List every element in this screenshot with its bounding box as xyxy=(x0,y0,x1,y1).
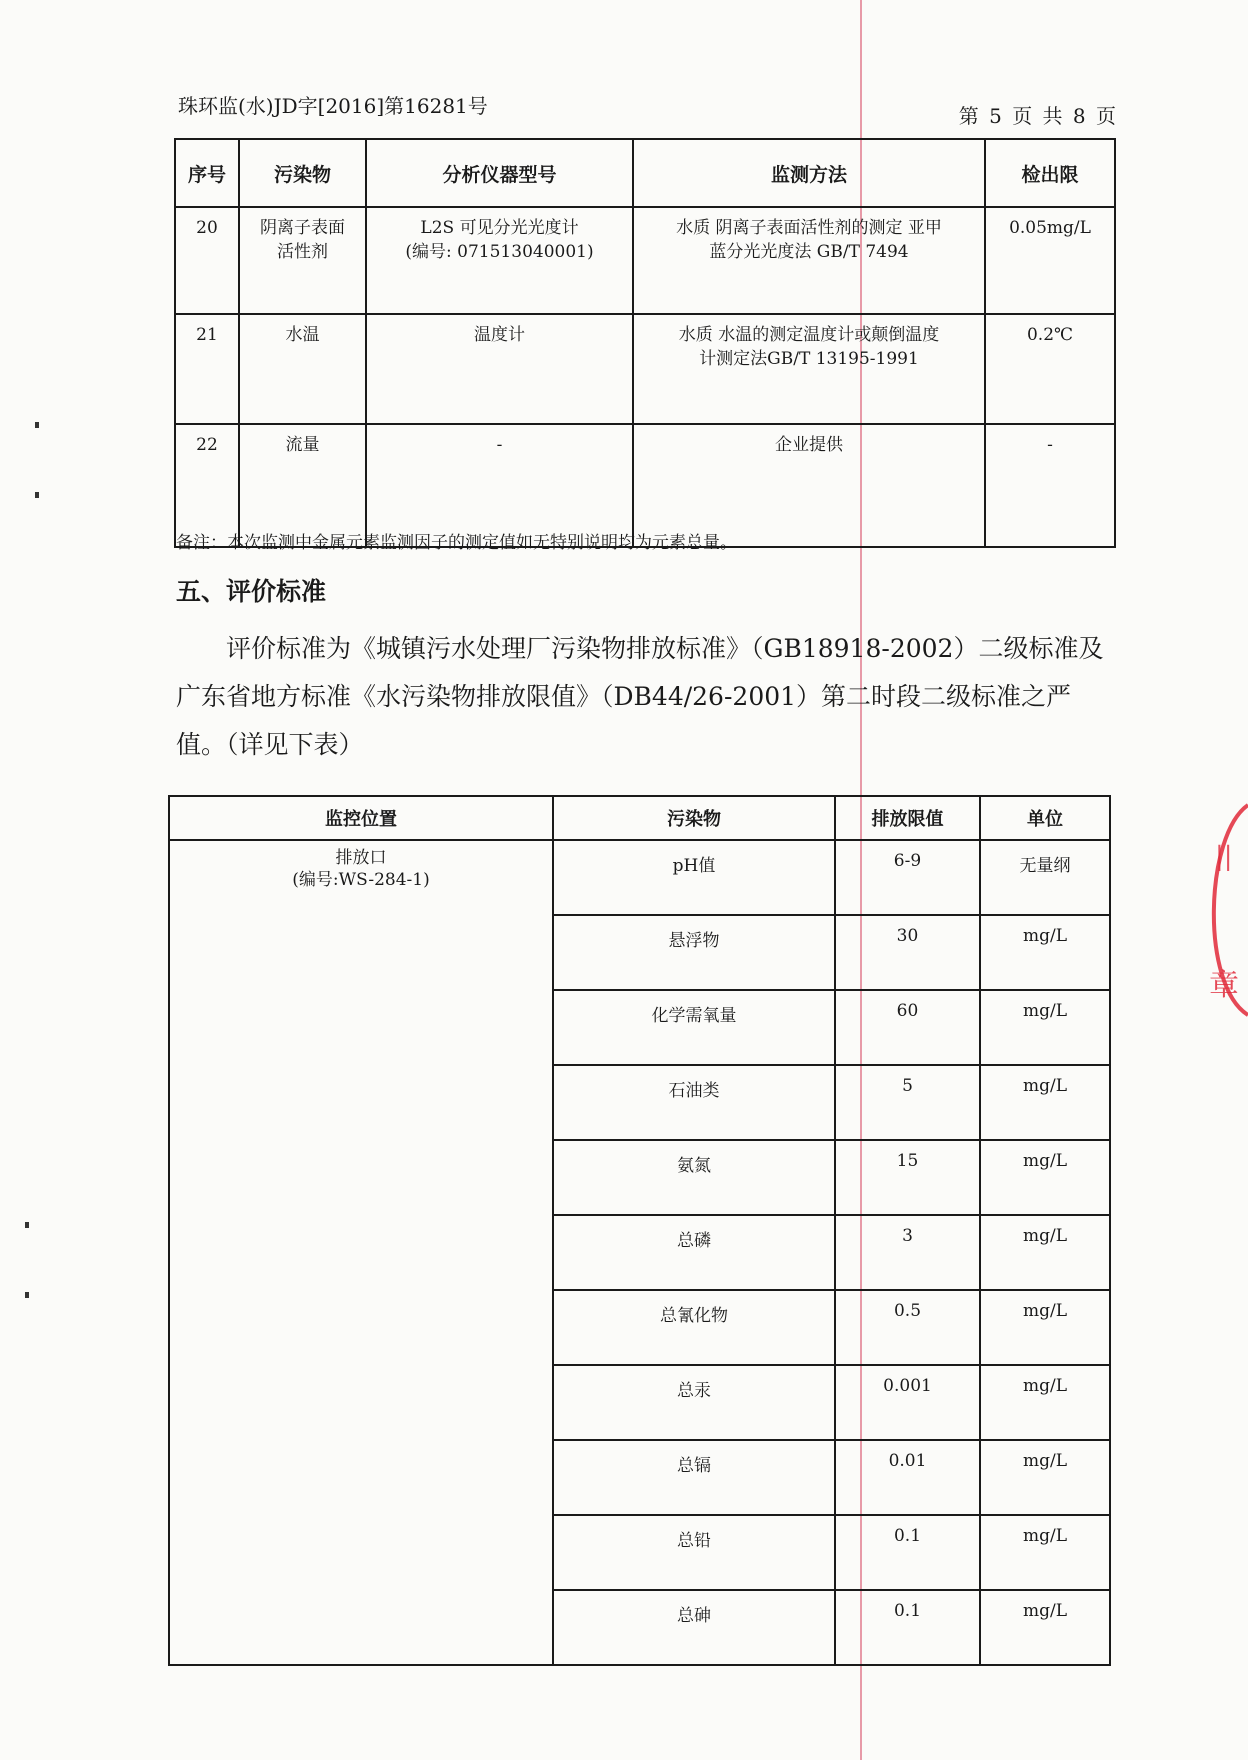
table-row xyxy=(175,207,1115,314)
table-note: 备注：本次监测中金属元素监测因子的测定值如无特别说明均为元素总量。 xyxy=(176,533,737,553)
table-header-row xyxy=(169,796,1110,840)
row-limit: 15 xyxy=(835,1140,980,1215)
location-line: (编号:WS-284-1) xyxy=(292,870,430,890)
row-pollutant: 氨氮 xyxy=(553,1140,835,1215)
scan-speck xyxy=(25,1222,29,1228)
header-unit: 单位 xyxy=(980,796,1110,840)
header-pollutant: 污染物 xyxy=(553,796,835,840)
row-no: 22 xyxy=(175,424,239,547)
header-detection-limit: 检出限 xyxy=(985,139,1115,207)
row-limit: 30 xyxy=(835,915,980,990)
stamp-character: 章 xyxy=(1209,968,1239,1003)
instrument-line: L2S 可见分光光度计 xyxy=(420,218,579,238)
method-line: 蓝分光光度法 GB/T 7494 xyxy=(709,242,909,262)
header-emission-limit: 排放限值 xyxy=(835,796,980,840)
row-limit: 60 xyxy=(835,990,980,1065)
header-pollutant: 污染物 xyxy=(239,139,366,207)
scan-speck xyxy=(35,422,39,428)
row-limit: 0.1 xyxy=(835,1590,980,1665)
row-unit: mg/L xyxy=(980,1140,1110,1215)
evaluation-standard-table xyxy=(168,795,1111,1666)
monitoring-location xyxy=(169,840,553,1665)
row-pollutant: 总磷 xyxy=(553,1215,835,1290)
svg-text:||: || xyxy=(1215,842,1233,872)
row-no: 21 xyxy=(175,314,239,424)
row-pollutant: 总砷 xyxy=(553,1590,835,1665)
document-reference-number: 珠环监(水)JD字[2016]第16281号 xyxy=(178,94,488,118)
row-pollutant xyxy=(239,207,366,314)
monitoring-method-table xyxy=(174,138,1116,548)
row-limit: 0.1 xyxy=(835,1515,980,1590)
row-limit: 0.01 xyxy=(835,1440,980,1515)
row-pollutant: 石油类 xyxy=(553,1065,835,1140)
row-method xyxy=(633,314,985,424)
row-instrument: 温度计 xyxy=(366,314,633,424)
row-detection-limit: 0.2℃ xyxy=(985,314,1115,424)
red-seal-stamp xyxy=(1195,795,1248,1025)
scan-speck xyxy=(25,1292,29,1298)
row-pollutant: 总铅 xyxy=(553,1515,835,1590)
row-pollutant: 总镉 xyxy=(553,1440,835,1515)
row-unit: mg/L xyxy=(980,915,1110,990)
row-limit: 6-9 xyxy=(835,840,980,915)
header-no: 序号 xyxy=(175,139,239,207)
row-detection-limit: - xyxy=(985,424,1115,547)
row-method: 企业提供 xyxy=(633,424,985,547)
row-unit: mg/L xyxy=(980,1440,1110,1515)
row-pollutant: pH值 xyxy=(553,840,835,915)
table-header-row xyxy=(175,139,1115,207)
method-line: 水质 阴离子表面活性剂的测定 亚甲 xyxy=(676,218,942,238)
header-method: 监测方法 xyxy=(633,139,985,207)
header-location: 监控位置 xyxy=(169,796,553,840)
row-unit: mg/L xyxy=(980,1290,1110,1365)
row-pollutant: 悬浮物 xyxy=(553,915,835,990)
section-heading: 五、评价标准 xyxy=(176,577,327,606)
header-instrument: 分析仪器型号 xyxy=(366,139,633,207)
row-no: 20 xyxy=(175,207,239,314)
row-limit: 3 xyxy=(835,1215,980,1290)
row-pollutant: 总汞 xyxy=(553,1365,835,1440)
pollutant-line: 阴离子表面 xyxy=(260,218,345,238)
row-limit: 5 xyxy=(835,1065,980,1140)
row-unit: mg/L xyxy=(980,1215,1110,1290)
row-method xyxy=(633,207,985,314)
location-line: 排放口 xyxy=(335,848,387,868)
section-paragraph: 评价标准为《城镇污水处理厂污染物排放标准》（GB18918-2002）二级标准及广东省地方标准《水污染物排放限值》（DB44/26-2001）第二时段二级标准之严值。（详见下表） xyxy=(176,634,1104,759)
page-number: 第 5 页 共 8 页 xyxy=(958,104,1118,128)
row-unit: mg/L xyxy=(980,1590,1110,1665)
row-pollutant: 水温 xyxy=(239,314,366,424)
row-instrument: - xyxy=(366,424,633,547)
instrument-line: (编号: 071513040001) xyxy=(405,242,594,262)
row-unit: mg/L xyxy=(980,1365,1110,1440)
row-pollutant: 化学需氧量 xyxy=(553,990,835,1065)
row-unit: mg/L xyxy=(980,1515,1110,1590)
method-line: 水质 水温的测定温度计或颠倒温度 xyxy=(678,325,940,345)
row-instrument xyxy=(366,207,633,314)
row-detection-limit: 0.05mg/L xyxy=(985,207,1115,314)
method-line: 计测定法GB/T 13195-1991 xyxy=(699,349,919,369)
row-pollutant: 总氰化物 xyxy=(553,1290,835,1365)
table-row xyxy=(175,314,1115,424)
row-unit: mg/L xyxy=(980,990,1110,1065)
row-pollutant: 流量 xyxy=(239,424,366,547)
table-row xyxy=(169,840,1110,915)
row-unit: 无量纲 xyxy=(980,840,1110,915)
pollutant-line: 活性剂 xyxy=(277,242,328,262)
scan-speck xyxy=(35,492,39,498)
row-limit: 0.5 xyxy=(835,1290,980,1365)
row-limit: 0.001 xyxy=(835,1365,980,1440)
row-unit: mg/L xyxy=(980,1065,1110,1140)
